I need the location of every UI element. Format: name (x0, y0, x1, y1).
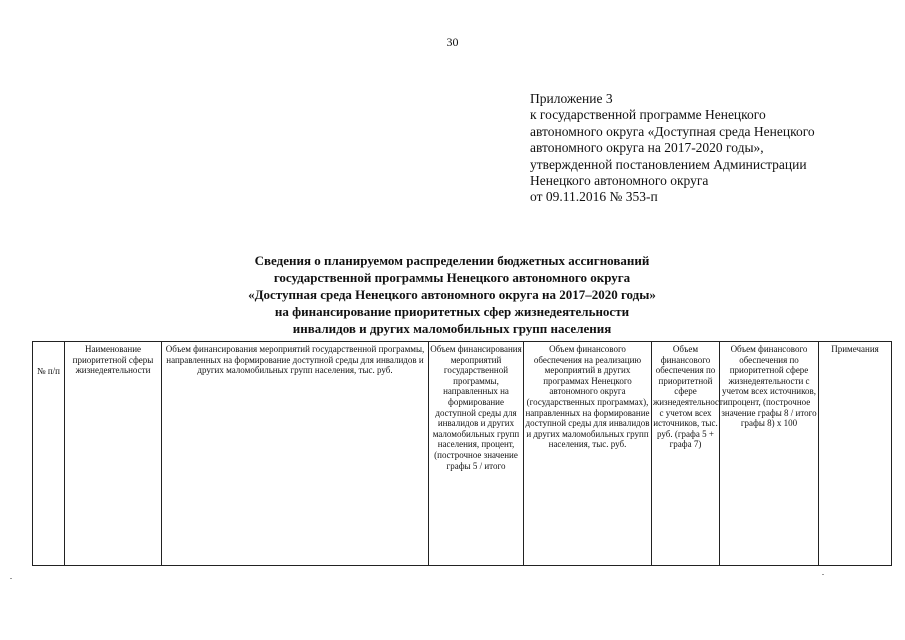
appendix-line: от 09.11.2016 № 353-п (530, 189, 658, 205)
header-cell-other-programs: Объем финансового обеспечения на реализацию мероприятий в других программах Ненецкого автономного округа (государственных программах), направленных на формирование доступной среды для инвалидов и других маломобильных групп населения, тыс. руб. (524, 342, 652, 566)
appendix-line: автономного округа на 2017-2020 годы», (530, 140, 764, 156)
scan-mark (822, 574, 824, 575)
appendix-block (530, 91, 860, 206)
appendix-line: Ненецкого автономного округа (530, 173, 709, 189)
header-cell-funding-percent: Объем финансирования мероприятий государственной программы, направленных на формирование доступной среды для инвалидов и других маломобильных групп населения, процент, (построчное значение графы 5 / итого (429, 342, 524, 566)
document-title (150, 252, 754, 337)
title-line: государственной программы Ненецкого автономного округа (273, 270, 631, 285)
appendix-line: автономного округа «Доступная среда Ненецкого (530, 123, 815, 139)
appendix-line: утвержденной постановлением Администрации (530, 156, 807, 172)
page-number: 30 (446, 35, 459, 49)
allocation-table (32, 341, 892, 566)
scan-mark (10, 578, 12, 579)
header-cell-total-percent: Объем финансового обеспечения по приоритетной сфере жизнедеятельности с учетом всех источников, процент, (построчное значение графы 8 / итого графы 8) х 100 (720, 342, 819, 566)
header-cell-notes: Примечания (819, 342, 892, 566)
title-line: Сведения о планируемом распределении бюджетных ассигнований (254, 253, 650, 268)
header-cell-funding-amount: Объем финансирования мероприятий государственной программы, направленных на формирование доступной среды для инвалидов и других маломобильных групп населения, тыс. руб. (162, 342, 429, 566)
header-cell-total-amount: Объем финансового обеспечения по приоритетной сфере жизнедеятельности с учетом всех источников, тыс. руб. (графа 5 + графа 7) (652, 342, 720, 566)
title-line: «Доступная среда Ненецкого автономного округа на 2017–2020 годы» (248, 287, 656, 302)
header-cell-sphere: Наименование приоритетной сферы жизнедеятельности (65, 342, 162, 566)
title-line: на финансирование приоритетных сфер жизнедеятельности (274, 304, 630, 319)
table-header-row (33, 342, 892, 566)
header-cell-number: № п/п (33, 342, 65, 566)
appendix-line: к государственной программе Ненецкого (530, 107, 766, 123)
appendix-line: Приложение 3 (530, 91, 613, 106)
title-line: инвалидов и других маломобильных групп населения (292, 321, 612, 336)
